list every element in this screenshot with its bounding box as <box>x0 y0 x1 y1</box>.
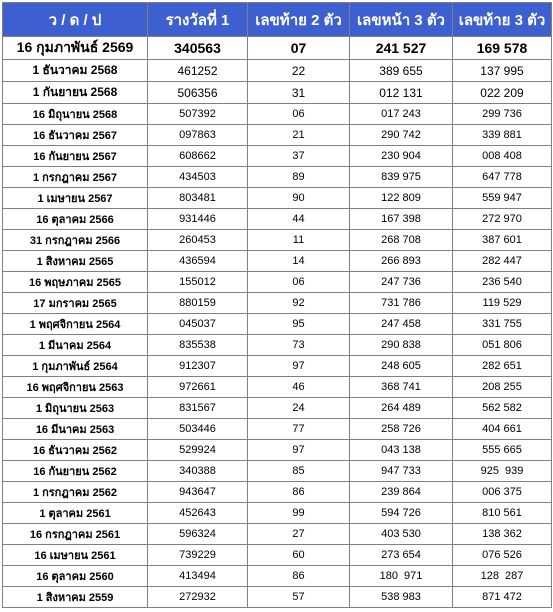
cell-first-prize: 434503 <box>148 167 248 188</box>
cell-first-prize: 097863 <box>148 125 248 146</box>
table-row <box>3 524 552 545</box>
cell-front-three: 839 975 <box>350 167 453 188</box>
cell-last-two: 90 <box>248 188 350 209</box>
cell-date: 16 พฤษภาคม 2565 <box>3 272 148 293</box>
cell-last-two: 37 <box>248 146 350 167</box>
table-row <box>3 60 552 82</box>
cell-last-three: 169 578 <box>453 37 552 60</box>
table-body <box>3 37 552 608</box>
cell-front-three: 012 131 <box>350 82 453 104</box>
cell-last-two: 31 <box>248 82 350 104</box>
cell-front-three: 017 243 <box>350 104 453 125</box>
cell-first-prize: 340388 <box>148 461 248 482</box>
cell-date: 16 กรกฎาคม 2561 <box>3 524 148 545</box>
cell-last-three: 559 947 <box>453 188 552 209</box>
cell-last-three: 076 526 <box>453 545 552 566</box>
cell-last-three: 236 540 <box>453 272 552 293</box>
cell-date: 1 สิงหาคม 2559 <box>3 587 148 608</box>
cell-first-prize: 413494 <box>148 566 248 587</box>
cell-last-two: 24 <box>248 398 350 419</box>
cell-date: 16 ธันวาคม 2562 <box>3 440 148 461</box>
cell-last-three: 138 362 <box>453 524 552 545</box>
cell-first-prize: 596324 <box>148 524 248 545</box>
cell-date: 16 ตุลาคม 2560 <box>3 566 148 587</box>
cell-date: 1 กรกฎาคม 2562 <box>3 482 148 503</box>
cell-last-two: 11 <box>248 230 350 251</box>
cell-last-three: 331 755 <box>453 314 552 335</box>
cell-date: 1 มีนาคม 2564 <box>3 335 148 356</box>
cell-last-two: 06 <box>248 272 350 293</box>
cell-first-prize: 436594 <box>148 251 248 272</box>
cell-last-three: 555 665 <box>453 440 552 461</box>
cell-date: 1 ธันวาคม 2568 <box>3 60 148 82</box>
cell-last-three: 128 287 <box>453 566 552 587</box>
cell-first-prize: 529924 <box>148 440 248 461</box>
table-row <box>3 398 552 419</box>
table-row <box>3 335 552 356</box>
cell-front-three: 264 489 <box>350 398 453 419</box>
cell-last-two: 60 <box>248 545 350 566</box>
cell-last-two: 57 <box>248 587 350 608</box>
cell-last-two: 07 <box>248 37 350 60</box>
cell-front-three: 389 655 <box>350 60 453 82</box>
cell-front-three: 248 605 <box>350 356 453 377</box>
table-row <box>3 146 552 167</box>
table-row <box>3 587 552 608</box>
cell-last-two: 95 <box>248 314 350 335</box>
cell-first-prize: 272932 <box>148 587 248 608</box>
cell-last-two: 97 <box>248 356 350 377</box>
cell-front-three: 043 138 <box>350 440 453 461</box>
table-row <box>3 566 552 587</box>
table-row <box>3 440 552 461</box>
cell-front-three: 403 530 <box>350 524 453 545</box>
header-front-three-digits: เลขหน้า 3 ตัว <box>350 3 453 37</box>
table-row <box>3 230 552 251</box>
cell-front-three: 594 726 <box>350 503 453 524</box>
cell-front-three: 731 786 <box>350 293 453 314</box>
table-row <box>3 356 552 377</box>
cell-first-prize: 803481 <box>148 188 248 209</box>
header-last-three-digits: เลขท้าย 3 ตัว <box>453 3 552 37</box>
cell-front-three: 239 864 <box>350 482 453 503</box>
cell-first-prize: 831567 <box>148 398 248 419</box>
table-row <box>3 125 552 146</box>
cell-date: 31 กรกฎาคม 2566 <box>3 230 148 251</box>
table-row <box>3 188 552 209</box>
cell-last-three: 137 995 <box>453 60 552 82</box>
cell-front-three: 273 654 <box>350 545 453 566</box>
cell-last-three: 272 970 <box>453 209 552 230</box>
cell-last-two: 92 <box>248 293 350 314</box>
cell-first-prize: 506356 <box>148 82 248 104</box>
table-row <box>3 272 552 293</box>
cell-date: 16 ธันวาคม 2567 <box>3 125 148 146</box>
cell-last-three: 404 661 <box>453 419 552 440</box>
cell-last-three: 299 736 <box>453 104 552 125</box>
cell-first-prize: 045037 <box>148 314 248 335</box>
cell-first-prize: 503446 <box>148 419 248 440</box>
cell-last-three: 925 939 <box>453 461 552 482</box>
header-last-two-digits: เลขท้าย 2 ตัว <box>248 3 350 37</box>
table-row <box>3 545 552 566</box>
cell-last-three: 871 472 <box>453 587 552 608</box>
table-row <box>3 314 552 335</box>
cell-last-two: 86 <box>248 566 350 587</box>
cell-front-three: 258 726 <box>350 419 453 440</box>
cell-date: 1 มิถุนายน 2563 <box>3 398 148 419</box>
cell-last-three: 006 375 <box>453 482 552 503</box>
cell-last-three: 647 778 <box>453 167 552 188</box>
cell-date: 16 กันยายน 2562 <box>3 461 148 482</box>
cell-last-two: 85 <box>248 461 350 482</box>
cell-last-two: 22 <box>248 60 350 82</box>
cell-last-two: 77 <box>248 419 350 440</box>
cell-date: 1 สิงหาคม 2565 <box>3 251 148 272</box>
table-row <box>3 461 552 482</box>
cell-first-prize: 972661 <box>148 377 248 398</box>
cell-front-three: 947 733 <box>350 461 453 482</box>
cell-date: 1 กรกฎาคม 2567 <box>3 167 148 188</box>
cell-last-three: 339 881 <box>453 125 552 146</box>
cell-last-two: 97 <box>248 440 350 461</box>
cell-date: 1 กุมภาพันธ์ 2564 <box>3 356 148 377</box>
cell-first-prize: 880159 <box>148 293 248 314</box>
table-row <box>3 82 552 104</box>
cell-front-three: 268 708 <box>350 230 453 251</box>
cell-date: 16 มิถุนายน 2568 <box>3 104 148 125</box>
table-row <box>3 482 552 503</box>
cell-last-two: 21 <box>248 125 350 146</box>
cell-last-two: 46 <box>248 377 350 398</box>
cell-last-two: 73 <box>248 335 350 356</box>
cell-front-three: 241 527 <box>350 37 453 60</box>
table-row <box>3 104 552 125</box>
cell-date: 1 เมษายน 2567 <box>3 188 148 209</box>
cell-front-three: 368 741 <box>350 377 453 398</box>
table-row <box>3 503 552 524</box>
cell-last-two: 06 <box>248 104 350 125</box>
cell-front-three: 538 983 <box>350 587 453 608</box>
cell-date: 16 กันยายน 2567 <box>3 146 148 167</box>
table-row <box>3 377 552 398</box>
cell-first-prize: 931446 <box>148 209 248 230</box>
cell-date: 16 มีนาคม 2563 <box>3 419 148 440</box>
cell-first-prize: 835538 <box>148 335 248 356</box>
cell-first-prize: 155012 <box>148 272 248 293</box>
cell-date: 17 มกราคม 2565 <box>3 293 148 314</box>
cell-first-prize: 608662 <box>148 146 248 167</box>
cell-front-three: 167 398 <box>350 209 453 230</box>
cell-last-two: 44 <box>248 209 350 230</box>
cell-date: 1 ตุลาคม 2561 <box>3 503 148 524</box>
cell-date: 1 พฤศจิกายน 2564 <box>3 314 148 335</box>
cell-date: 16 พฤศจิกายน 2563 <box>3 377 148 398</box>
cell-last-three: 119 529 <box>453 293 552 314</box>
cell-first-prize: 452643 <box>148 503 248 524</box>
cell-first-prize: 260453 <box>148 230 248 251</box>
table-row <box>3 209 552 230</box>
cell-last-three: 051 806 <box>453 335 552 356</box>
cell-first-prize: 507392 <box>148 104 248 125</box>
cell-first-prize: 461252 <box>148 60 248 82</box>
cell-front-three: 247 736 <box>350 272 453 293</box>
cell-last-two: 86 <box>248 482 350 503</box>
cell-last-two: 99 <box>248 503 350 524</box>
table-row <box>3 419 552 440</box>
cell-last-three: 208 255 <box>453 377 552 398</box>
cell-last-two: 89 <box>248 167 350 188</box>
cell-last-two: 14 <box>248 251 350 272</box>
lottery-results-table-container <box>2 2 551 608</box>
cell-front-three: 266 893 <box>350 251 453 272</box>
header-date: ว / ด / ป <box>3 3 148 37</box>
table-row <box>3 251 552 272</box>
table-row <box>3 167 552 188</box>
cell-front-three: 230 904 <box>350 146 453 167</box>
cell-last-three: 282 447 <box>453 251 552 272</box>
cell-last-two: 27 <box>248 524 350 545</box>
cell-date: 16 เมษายน 2561 <box>3 545 148 566</box>
cell-date: 16 กุมภาพันธ์ 2569 <box>3 37 148 60</box>
cell-last-three: 562 582 <box>453 398 552 419</box>
lottery-results-table <box>2 2 552 608</box>
cell-front-three: 290 742 <box>350 125 453 146</box>
header-first-prize: รางวัลที่ 1 <box>148 3 248 37</box>
cell-date: 16 ตุลาคม 2566 <box>3 209 148 230</box>
cell-last-three: 810 561 <box>453 503 552 524</box>
cell-first-prize: 943647 <box>148 482 248 503</box>
table-row <box>3 37 552 60</box>
header-row <box>3 3 552 37</box>
cell-front-three: 180 971 <box>350 566 453 587</box>
table-row <box>3 293 552 314</box>
cell-front-three: 247 458 <box>350 314 453 335</box>
cell-last-three: 387 601 <box>453 230 552 251</box>
cell-last-three: 008 408 <box>453 146 552 167</box>
cell-first-prize: 739229 <box>148 545 248 566</box>
cell-front-three: 290 838 <box>350 335 453 356</box>
cell-first-prize: 340563 <box>148 37 248 60</box>
cell-front-three: 122 809 <box>350 188 453 209</box>
cell-last-three: 282 651 <box>453 356 552 377</box>
cell-date: 1 กันยายน 2568 <box>3 82 148 104</box>
cell-first-prize: 912307 <box>148 356 248 377</box>
cell-last-three: 022 209 <box>453 82 552 104</box>
